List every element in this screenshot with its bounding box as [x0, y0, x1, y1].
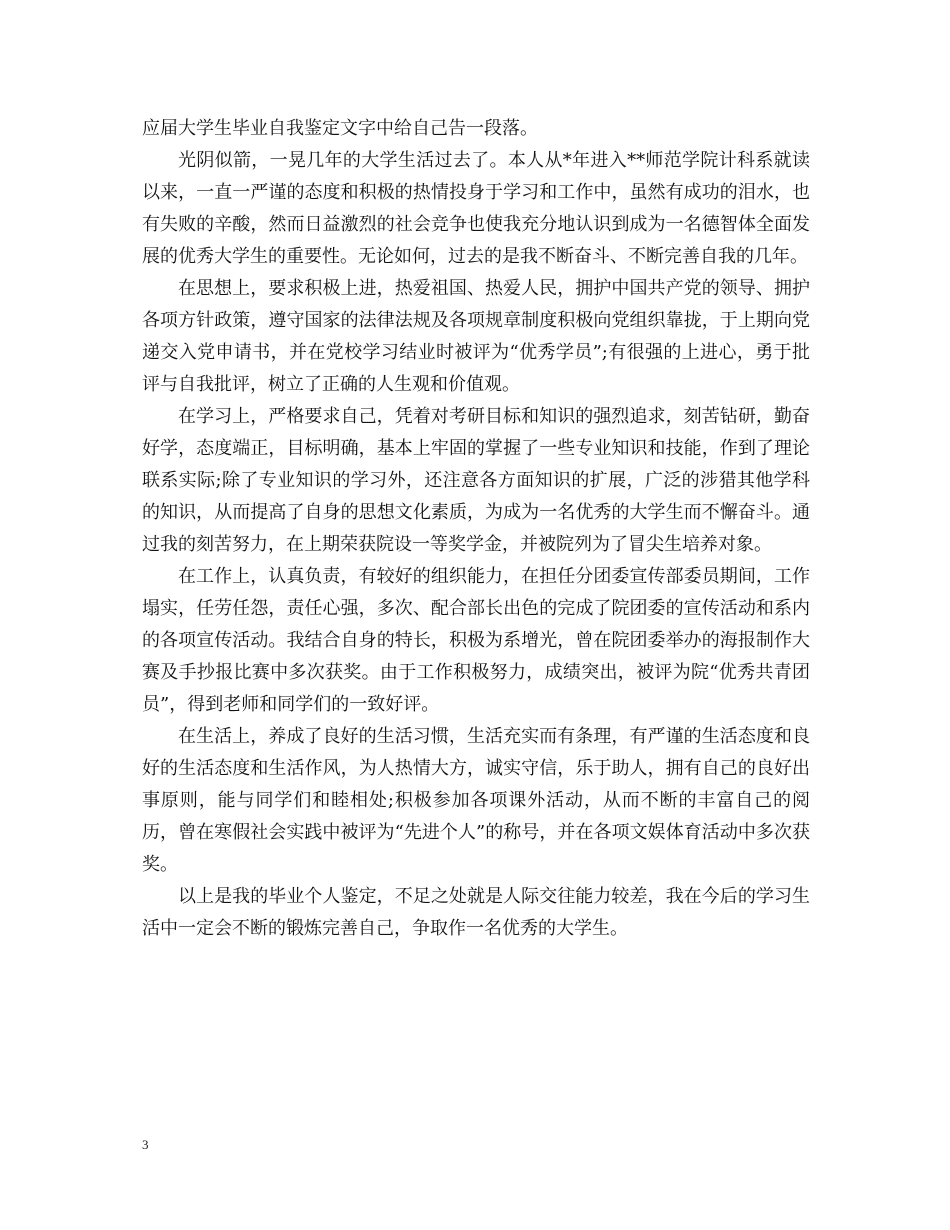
page-number: 3 — [142, 1137, 149, 1152]
document-body — [142, 113, 810, 945]
paragraph-life: 在生活上，养成了良好的生活习惯，生活充实而有条理，有严谨的生活态度和良好的生活态度和生活作风，为人热情大方，诚实守信，乐于助人，拥有自己的良好出事原则，能与同学们和睦相处;积极参加各项课外活动，从而不断的丰富自己的阅历，曾在寒假社会实践中被评为“先进个人”的称号，并在各项文娱体育活动中多次获奖。 — [142, 726, 810, 875]
paragraph-conclusion: 以上是我的毕业个人鉴定，不足之处就是人际交往能力较差，我在今后的学习生活中一定会不断的锻炼完善自己，争取作一名优秀的大学生。 — [142, 886, 810, 939]
paragraph-overview: 光阴似箭，一晃几年的大学生活过去了。本人从*年进入**师范学院计科系就读以来，一直一严谨的态度和积极的热情投身于学习和工作中，虽然有成功的泪水，也有失败的辛酸，然而日益激烈的社会竞争也使我充分地认识到成为一名德智体全面发展的优秀大学生的重要性。无论如何，过去的是我不断奋斗、不断完善自我的几年。 — [142, 150, 810, 267]
paragraph-ideology: 在思想上，要求积极上进，热爱祖国、热爱人民，拥护中国共产党的领导、拥护各项方针政策，遵守国家的法律法规及各项规章制度积极向党组织靠拢，于上期向党递交入党申请书，并在党校学习结业时被评为“优秀学员”;有很强的上进心，勇于批评与自我批评，树立了正确的人生观和价值观。 — [142, 278, 810, 395]
paragraph-intro-tail: 应届大学生毕业自我鉴定文字中给自己告一段落。 — [142, 118, 538, 139]
paragraph-work: 在工作上，认真负责，有较好的组织能力，在担任分团委宣传部委员期间，工作塌实，任劳任怨，责任心强，多次、配合部长出色的完成了院团委的宣传活动和系内的各项宣传活动。我结合自身的特长，积极为系增光，曾在院团委举办的海报制作大赛及手抄报比赛中多次获奖。由于工作积极努力，成绩突出，被评为院“优秀共青团员”，得到老师和同学们的一致好评。 — [142, 566, 810, 715]
paragraph-study: 在学习上，严格要求自己，凭着对考研目标和知识的强烈追求，刻苦钻研，勤奋好学，态度端正，目标明确，基本上牢固的掌握了一些专业知识和技能，作到了理论联系实际;除了专业知识的学习外，还注意各方面知识的扩展，广泛的涉猎其他学科的知识，从而提高了自身的思想文化素质，为成为一名优秀的大学生而不懈奋斗。通过我的刻苦努力，在上期荣获院设一等奖学金，并被院列为了冒尖生培养对象。 — [142, 406, 810, 555]
